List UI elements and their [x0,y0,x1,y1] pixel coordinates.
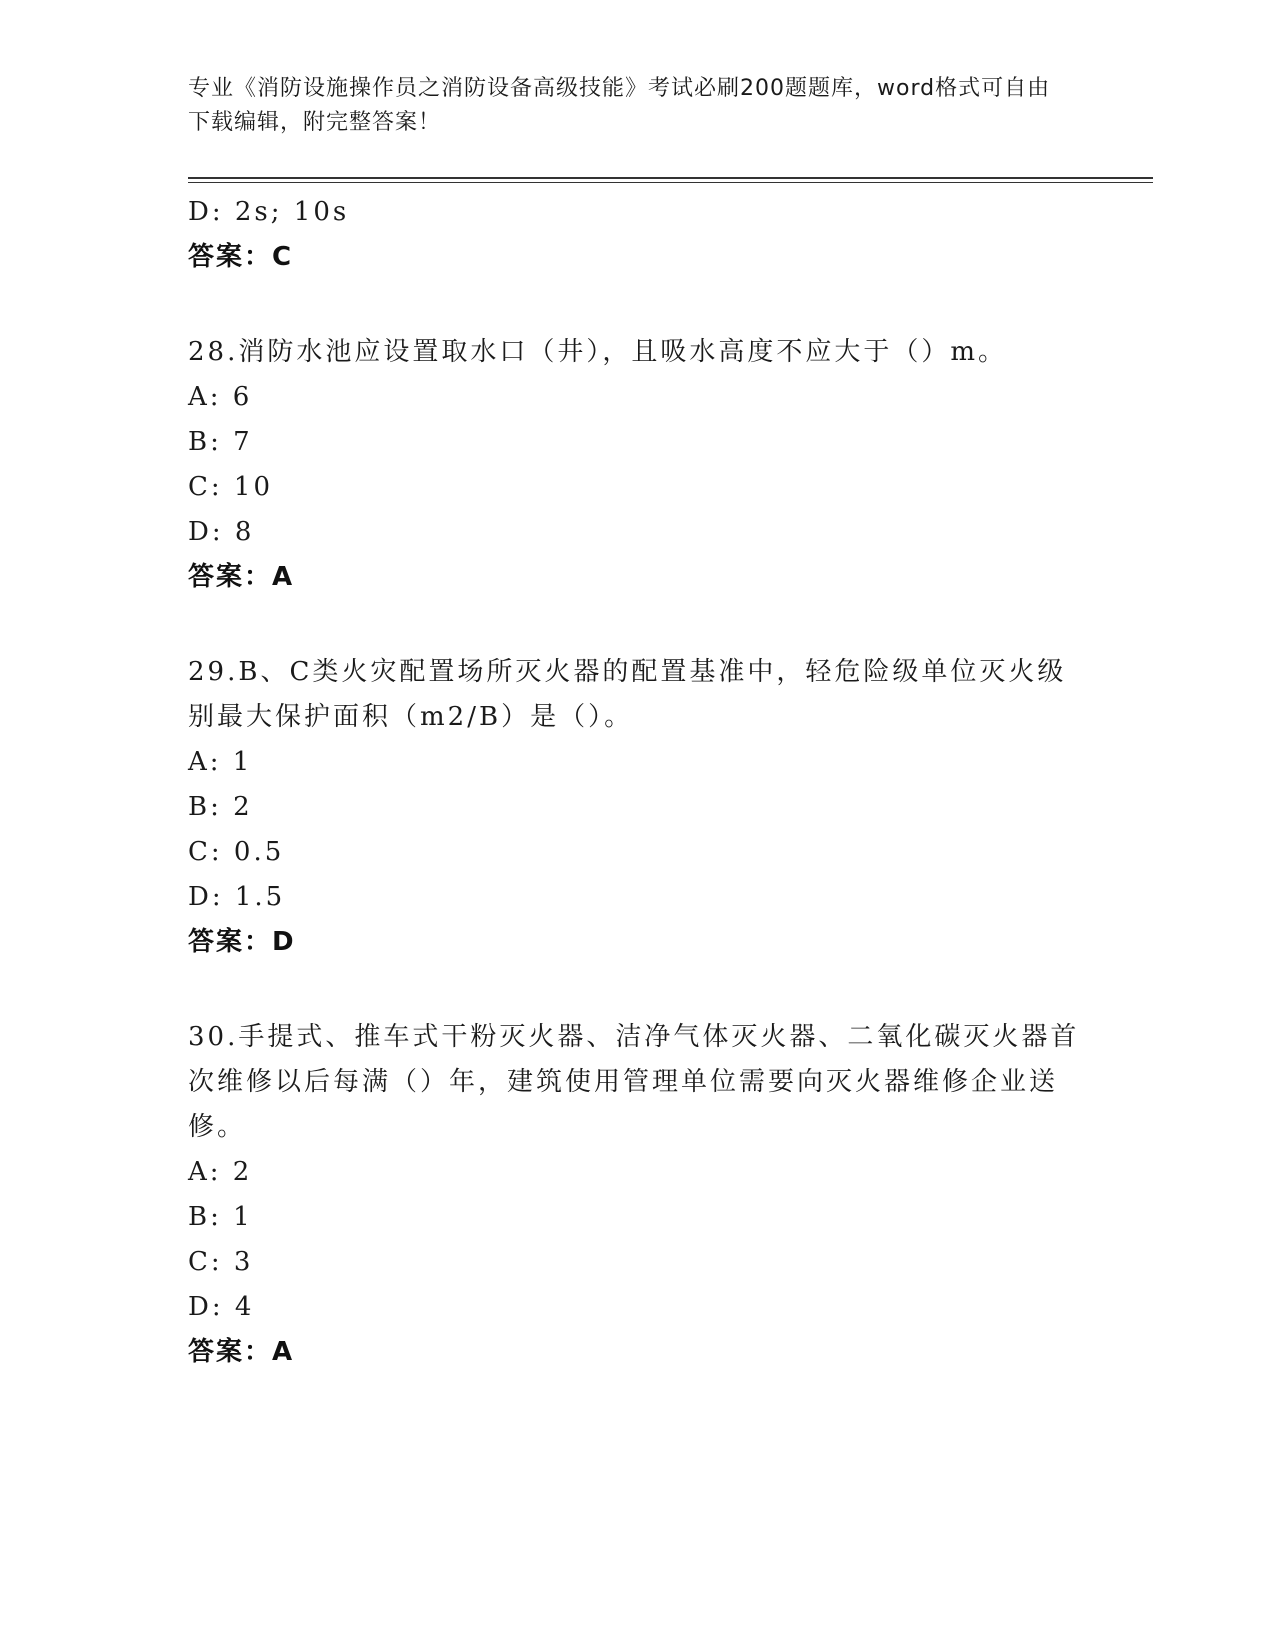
answer-label: 答案：A [188,1337,295,1367]
header-divider-bottom [188,182,1153,183]
question-stem: 30.手提式、推车式干粉灭火器、洁净气体灭火器、二氧化碳灭火器首次维修以后每满（）年，建筑使用管理单位需要向灭火器维修企业送修。 [188,1022,1080,1142]
question-stem: 29.B、C类火灾配置场所灭火器的配置基准中，轻危险级单位灭火级别最大保护面积（m2/B）是（）。 [188,657,1067,732]
spacer [188,280,1088,330]
spacer [188,600,1088,650]
question-stem: 28.消防水池应设置取水口（井），且吸水高度不应大于（）m。 [188,337,1008,367]
previous-question-tail [188,190,1088,280]
option-d: D: 8 [188,517,255,547]
answer-label: 答案：C [188,242,294,272]
option-d: D: 4 [188,1292,255,1322]
option-c: C: 0.5 [188,837,285,867]
option-d: D: 2s; 10s [188,197,350,227]
option-a: A: 6 [188,382,253,412]
option-b: B: 2 [188,792,253,822]
option-a: A: 2 [188,1157,253,1187]
option-d: D: 1.5 [188,882,286,912]
question-28 [188,330,1088,600]
question-list [188,190,1088,1375]
option-a: A: 1 [188,747,253,777]
answer-label: 答案：A [188,562,295,592]
answer-label: 答案：D [188,927,296,957]
option-c: C: 3 [188,1247,254,1277]
option-b: B: 1 [188,1202,253,1232]
option-c: C: 10 [188,472,274,502]
option-b: B: 7 [188,427,253,457]
spacer [188,965,1088,1015]
question-30 [188,1015,1088,1375]
page-header: 专业《消防设施操作员之消防设备高级技能》考试必刷200题题库，word格式可自由下载编辑，附完整答案！ [188,76,1051,135]
question-29 [188,650,1088,965]
header-divider-top [188,177,1153,179]
